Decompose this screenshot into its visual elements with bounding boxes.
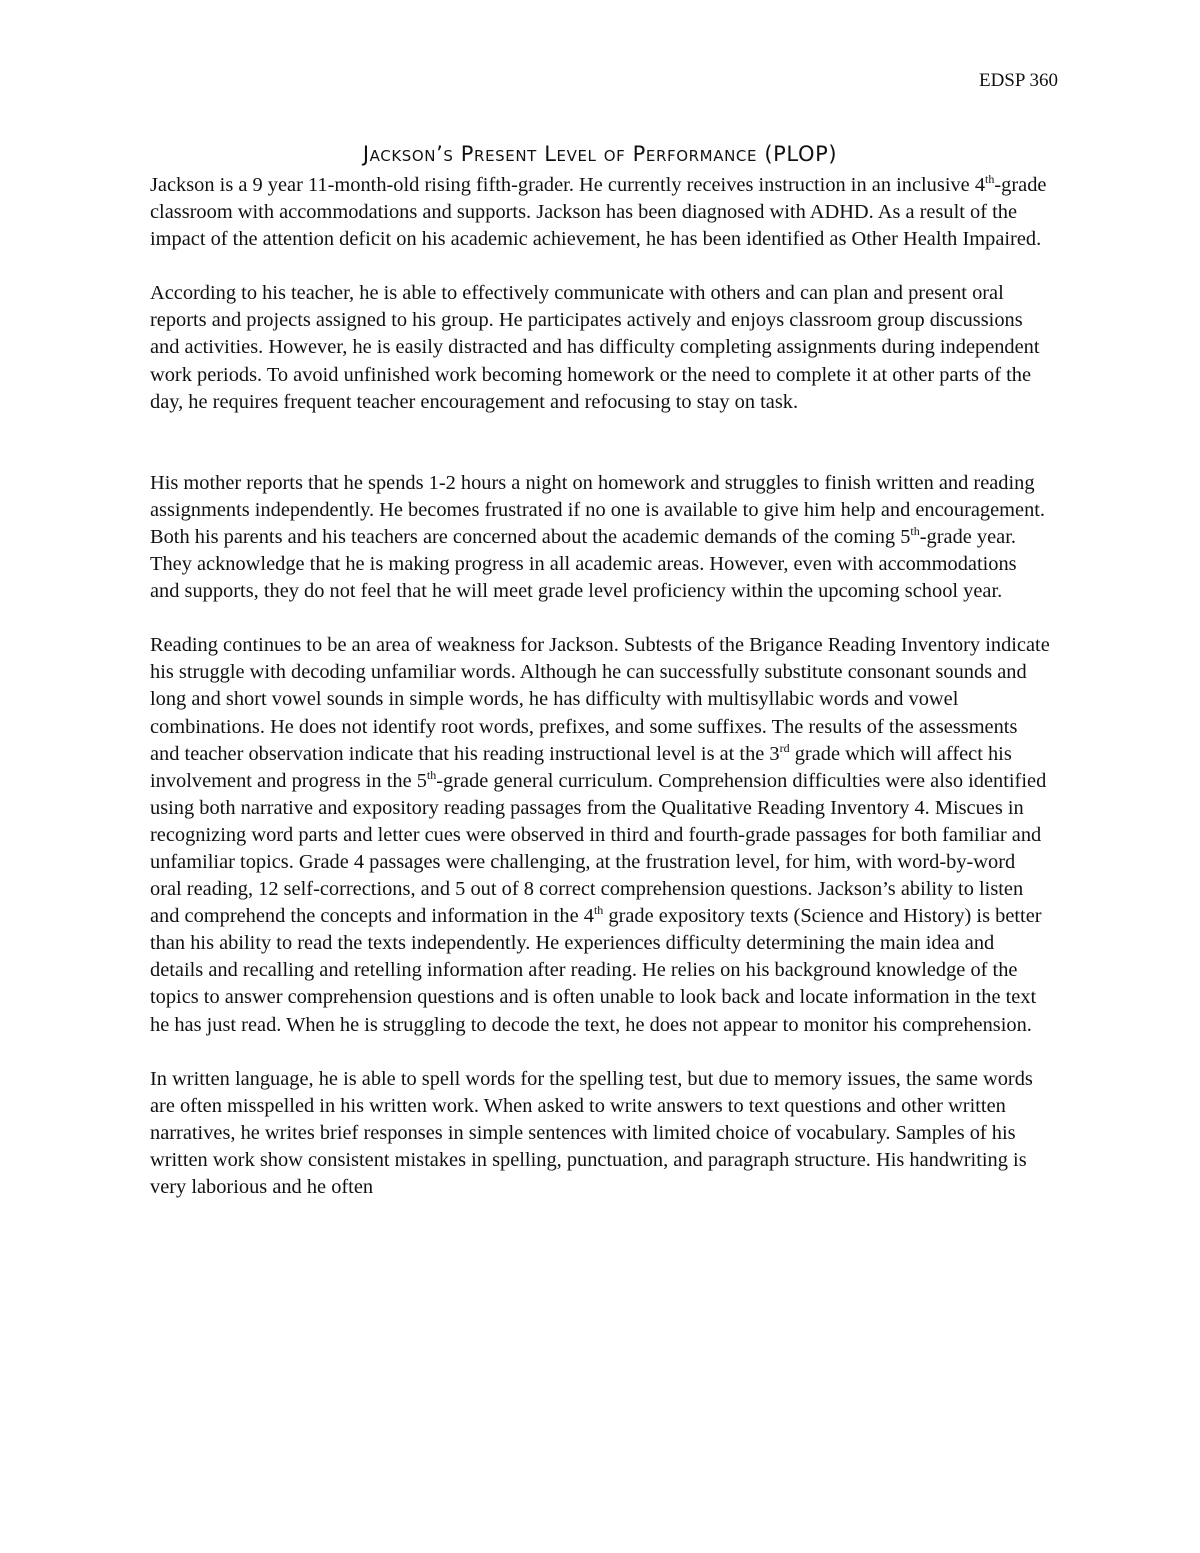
paragraph-reading [150, 632, 1050, 1038]
paragraph-parent-report [150, 470, 1050, 605]
paragraph-text: His mother reports that he spends 1-2 hours a night on homework and struggles to finish written and reading assignments independently. He becomes frustrated if no one is available to give him help and encouragement. Both his parents and his teachers are concerned about the academic demands of the coming 5 [150, 471, 1046, 548]
document-body [150, 172, 1050, 1201]
document-title: Jackson’s Present Level of Performance (PLOP) [362, 142, 838, 167]
paragraph-written-language: In written language, he is able to spell words for the spelling test, but due to memory issues, the same words are often misspelled in his written work. When asked to write answers to text questions and other written narratives, he writes brief responses in simple sentences with limited choice of vocabulary. Samples of his written work show consistent mistakes in spelling, punctuation, and paragraph structure. His handwriting is very laborious and he often [150, 1067, 1033, 1198]
superscript: th [593, 903, 604, 918]
paragraph-text: -grade general curriculum. Comprehension difficulties were also identified using both narrative and expository reading passages from the Qualitative Reading Inventory 4. Miscues in recognizing word parts and letter cues were observed in third and fourth-grade passages for both familiar and unfamiliar topics. Grade 4 passages were challenging, at the frustration level, for him, with word-by-word oral reading, 12 self-corrections, and 5 out of 8 correct comprehension questions. Jackson’s ability to listen and comprehend the concepts and information in the 4 [150, 769, 1047, 928]
paragraph-text: grade which will affect his involvement and progress in the 5 [150, 742, 1012, 792]
paragraph-text: Reading continues to be an area of weakness for Jackson. Subtests of the Brigance Reading Inventory indicate his struggle with decoding unfamiliar words. Although he can successfully substitute consonant sounds and long and short vowel sounds in simple words, he has difficulty with multisyllabic words and vowel combinations. He does not identify root words, prefixes, and some suffixes. The results of the assessments and teacher observation indicate that his reading instructional level is at the 3 [150, 634, 1050, 765]
paragraph-text: grade expository texts (Science and History) is better than his ability to read the texts independently. He experiences difficulty determining the main idea and details and recalling and retelling information after reading. He relies on his background knowledge of the topics to answer comprehension questions and is often unable to look back and locate information in the text he has just read. When he is struggling to decode the text, he does not appear to monitor his comprehension. [150, 905, 1042, 1036]
superscript: th [426, 767, 437, 782]
course-code: EDSP 360 [978, 70, 1058, 91]
superscript: rd [779, 740, 790, 755]
paragraph-background [150, 172, 1050, 253]
paragraph-text: -grade year. They acknowledge that he is making progress in all academic areas. However, even with accommodations and supports, they do not feel that he will meet grade level proficiency within the upcoming school year. [150, 525, 1017, 603]
paragraph-teacher-report: According to his teacher, he is able to effectively communicate with others and can plan and present oral reports and projects assigned to his group. He participates actively and enjoys classroom group discussions and activities. However, he is easily distracted and has difficulty completing assignments during independent work periods. To avoid unfinished work becoming homework or the need to complete it at other parts of the day, he requires frequent teacher encouragement and refocusing to stay on task. [150, 282, 1040, 413]
paragraph-text: Jackson is a 9 year 11-month-old rising fifth-grader. He currently receives instruction in an inclusive 4 [150, 174, 986, 196]
superscript: th [985, 172, 995, 186]
superscript: th [910, 523, 920, 538]
paragraph-text: -grade classroom with accommodations and supports. Jackson has been diagnosed with ADHD. As a result of the impact of the attention deficit on his academic achievement, he has been identified as Other Health Impaired. [150, 174, 1047, 251]
